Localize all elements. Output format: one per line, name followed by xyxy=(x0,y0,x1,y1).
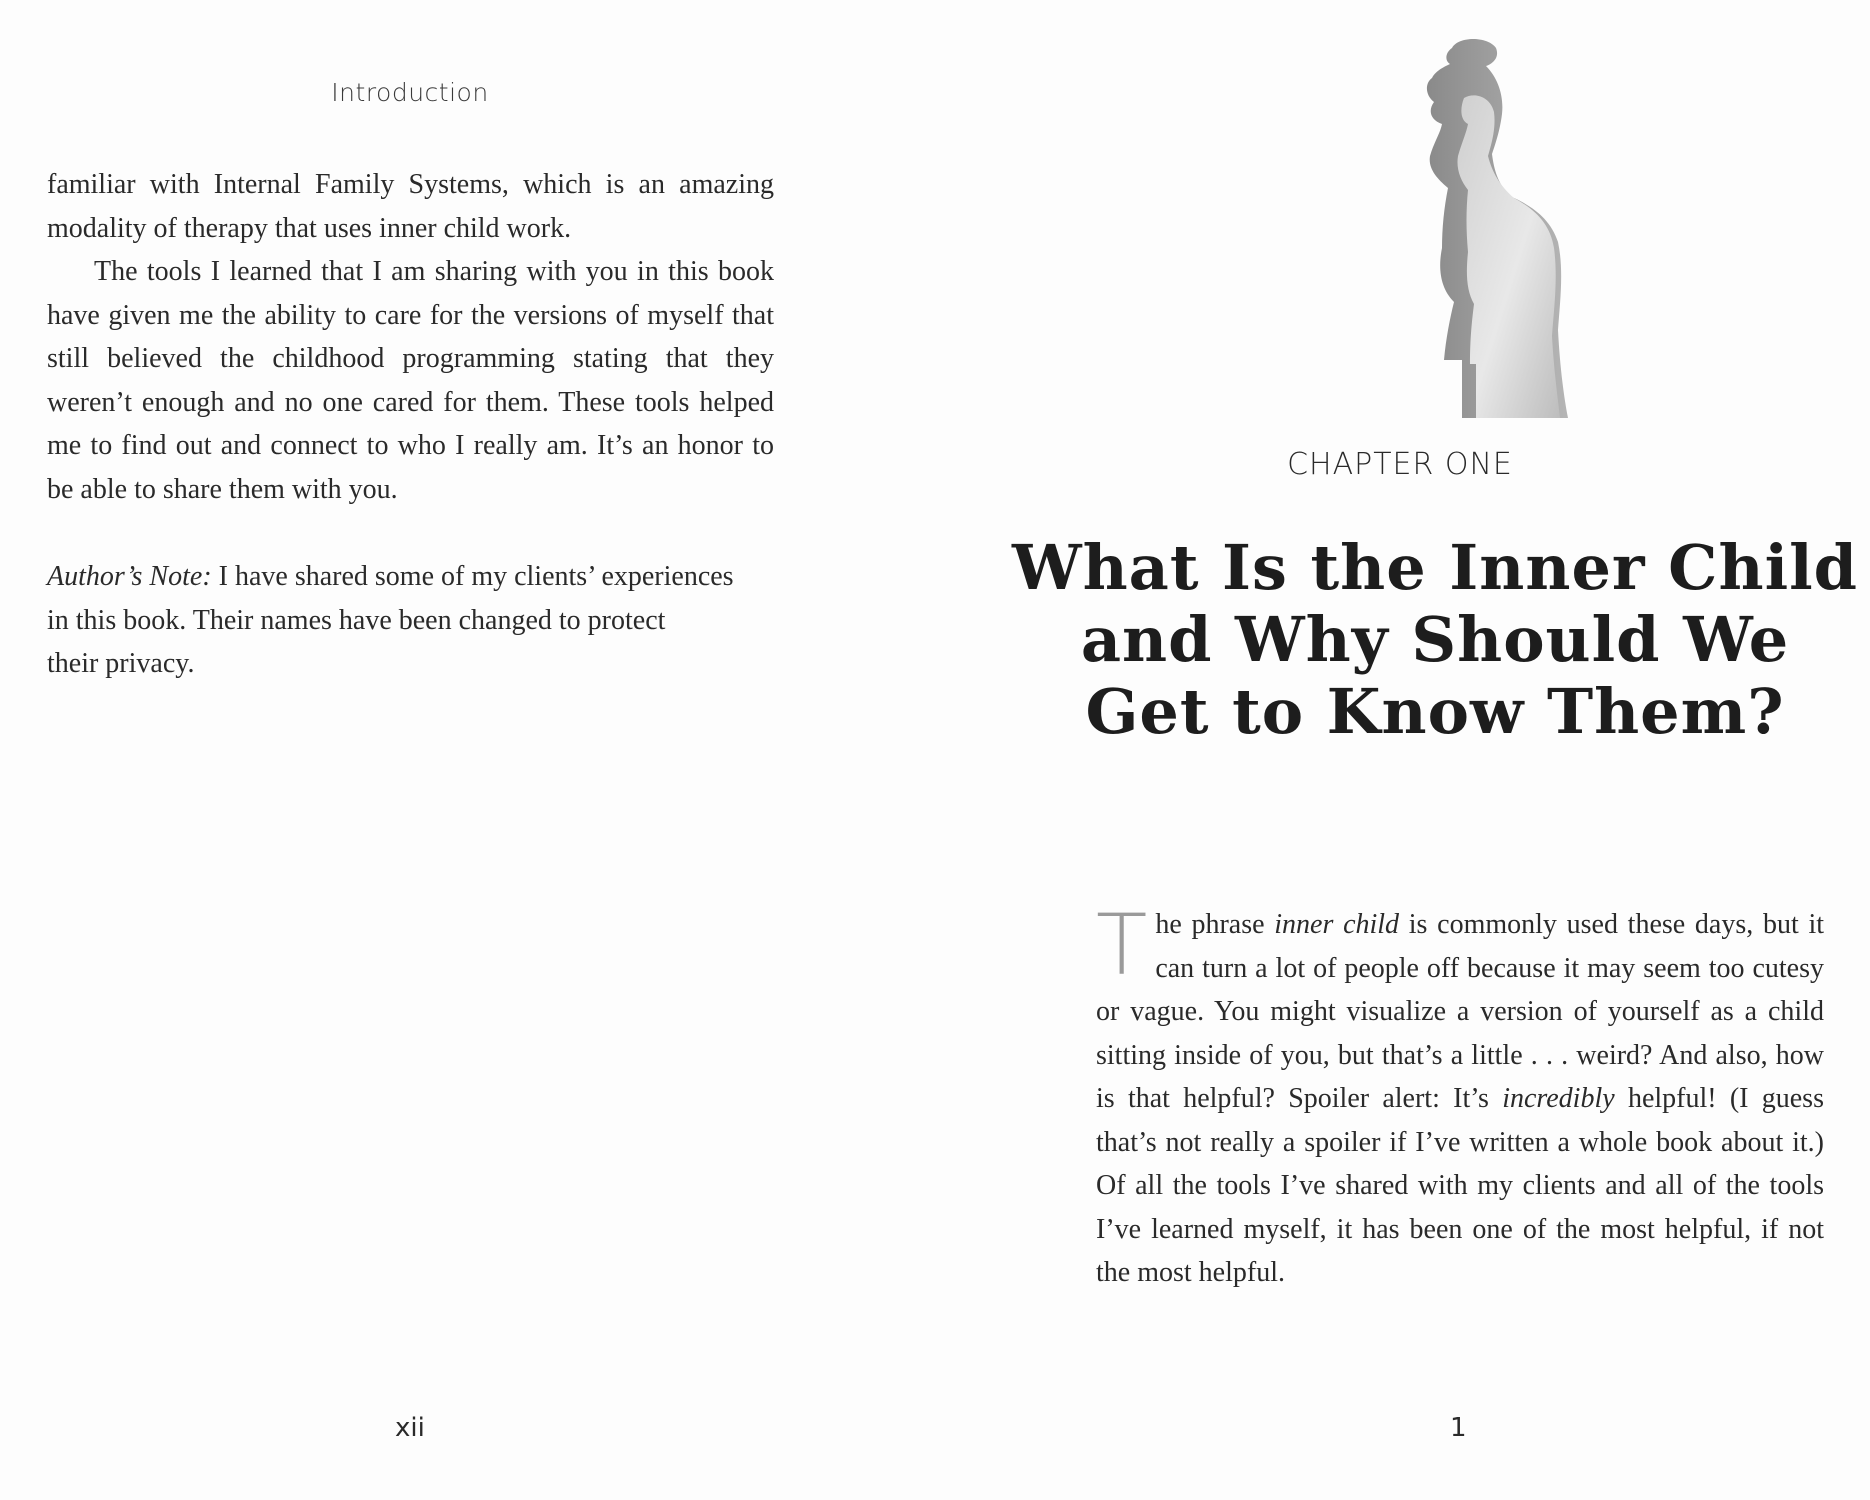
emphasis-text: inner child xyxy=(1274,909,1400,940)
running-head: Introduction xyxy=(331,78,489,107)
author-note xyxy=(47,555,767,686)
chapter-title-line: What Is the Inner Child xyxy=(1011,531,1859,604)
author-note-label: Author’s Note: xyxy=(47,561,212,592)
paragraph-text: is commonly used these days, but it can turn a lot of people off because it may seem too cutesy or vague. You might visualize a version of yourself as a child sitting inside of you, but that’s a little . . . weird? And also, how is that helpful? Spoiler alert: It’s xyxy=(1096,909,1824,1114)
drop-cap: T xyxy=(1096,896,1148,994)
right-page xyxy=(935,0,1870,1500)
chapter-title-line: and Why Should We xyxy=(1080,603,1790,676)
author-note-line: in this book. Their names have been changed to protect xyxy=(47,604,666,636)
page-number: 1 xyxy=(1450,1413,1467,1443)
author-note-line: I have shared some of my clients’ experiences xyxy=(211,561,734,592)
chapter-label: CHAPTER ONE xyxy=(1287,447,1513,482)
author-note-line: their privacy. xyxy=(47,648,195,679)
chapter-title xyxy=(935,532,1870,748)
right-body-text xyxy=(1096,896,1824,1295)
left-body-text xyxy=(47,163,774,511)
paragraph: familiar with Internal Family Systems, which is an amazing modality of therapy that uses inner child work. xyxy=(47,169,774,244)
paragraph: The tools I learned that I am sharing with you in this book have given me the ability to care for the versions of myself that still believed the childhood programming stating that they weren’t enough and no one cared for them. These tools helped me to find out and connect to who I really am. It’s an honor to be able to share them with you. xyxy=(47,256,774,505)
child-silhouette-icon xyxy=(1400,38,1600,423)
paragraph-text: he phrase xyxy=(1155,909,1275,940)
page-number: xii xyxy=(395,1413,425,1443)
emphasis-text: incredibly xyxy=(1502,1083,1615,1114)
paragraph-text: helpful! (I guess that’s not really a spoiler if I’ve written a whole book about it.) Of all the tools I’ve shared with my clients and all of the tools I’ve learned myself, it has been one of the most helpful, if not the most helpful. xyxy=(1096,1083,1824,1288)
chapter-title-line: Get to Know Them? xyxy=(1085,675,1785,748)
paragraph xyxy=(1096,896,1824,1295)
